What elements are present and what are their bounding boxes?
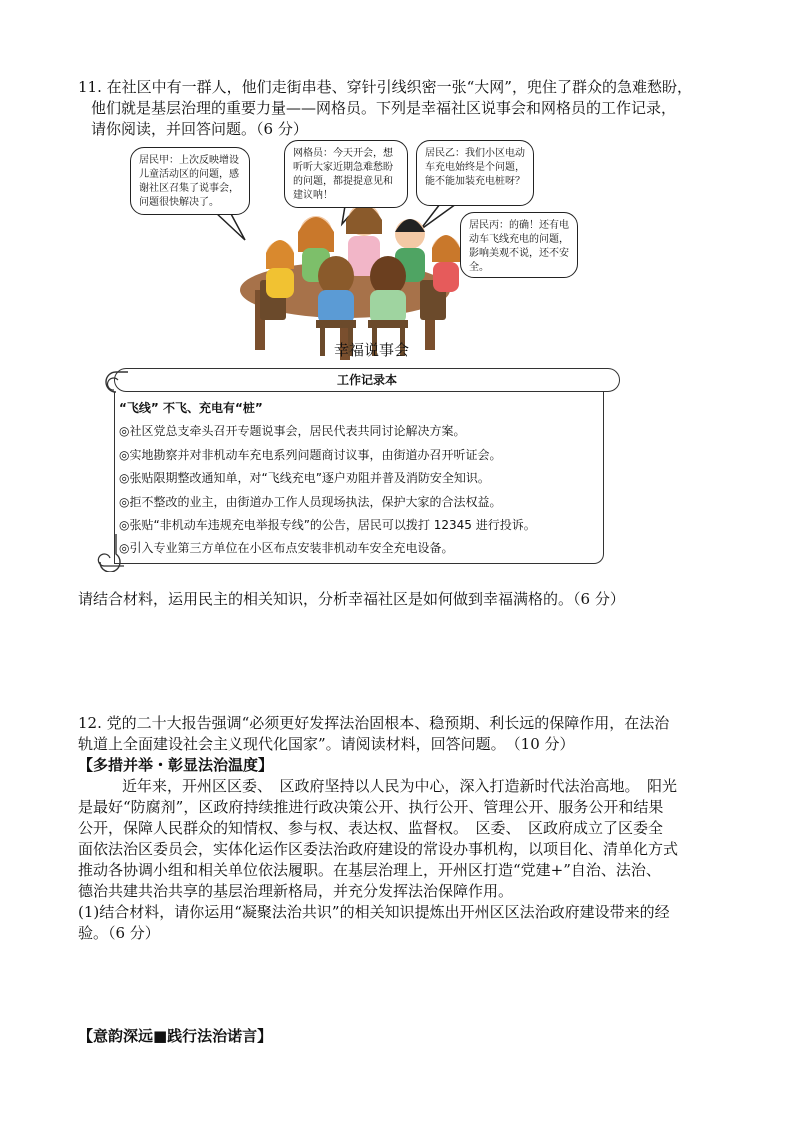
notebook-item: ◎张贴限期整改通知单，对“飞线充电”逐户劝阻并普及消防安全知识。 xyxy=(119,471,490,486)
work-record-notebook xyxy=(86,368,632,564)
notebook-body xyxy=(114,392,604,564)
sub-question-1: 验。（6 分） xyxy=(78,924,160,942)
question-12 xyxy=(78,713,678,944)
material-line: 是最好“防腐剂”，区政府持续推进行政决策公开、执行公开、管理公开、服务公开和结果 xyxy=(78,798,664,816)
notebook-item: ◎张贴“非机动车违规充电举报专线”的公告，居民可以拨打 12345 进行投诉。 xyxy=(119,518,536,533)
material-line: 公开，保障人民群众的知情权、参与权、表达权、监督权。 区委、 区政府成立了区委全 xyxy=(78,819,664,837)
speech-bubble-resident-b: 居民乙：我们小区电动车充电始终是个问题，能不能加装充电桩呀？ xyxy=(416,140,534,206)
section-title-2: 【意韵深远■践行法治诺言】 xyxy=(78,1027,273,1045)
question-11-stem xyxy=(78,77,692,140)
illustration-caption: 幸福说事会 xyxy=(334,341,410,359)
notebook-subtitle: “飞线” 不飞、充电有“桩” xyxy=(119,401,263,415)
q12-line: 轨道上全面建设社会主义现代化国家”。请阅读材料，回答问题。 （10 分） xyxy=(78,735,575,753)
notebook-item: ◎拒不整改的业主，由街道办工作人员现场执法，保护大家的合法权益。 xyxy=(119,494,502,509)
speech-bubble-resident-a: 居民甲：上次反映增设儿童活动区的问题，感谢社区召集了说事会，问题很快解决了。 xyxy=(130,147,250,215)
sub-question-1: (1)结合材料，请你运用“凝聚法治共识”的相关知识提炼出开州区区法治政府建设带来的经 xyxy=(78,903,670,921)
notebook-item: ◎实地勘察并对非机动车充电系列问题商讨议事，由街道办召开听证会。 xyxy=(119,447,502,462)
speech-bubble-resident-c: 居民丙：的确！还有电动车飞线充电的问题，影响美观不说，还不安全。 xyxy=(460,212,578,278)
meeting-illustration xyxy=(120,140,600,365)
notebook-item: ◎社区党总支牵头召开专题说事会，居民代表共同讨论解决方案。 xyxy=(119,424,466,439)
question-11-prompt: 请结合材料，运用民主的相关知识，分析幸福社区是如何做到幸福满格的。（6 分） xyxy=(78,590,625,608)
material-line: 推动各协调小组和相关单位依法履职。在基层治理上，开州区打造“党建+”自治、法治、 xyxy=(78,861,661,879)
material-line: 近年来，开州区区委、 区政府坚持以人民为中心，深入打造新时代法治高地。 阳光 xyxy=(122,777,678,795)
section-title-1: 【多措并举・彰显法治温度】 xyxy=(78,756,274,774)
material-line: 德治共建共治共享的基层治理新格局，并充分发挥法治保障作用。 xyxy=(78,882,514,900)
q11-line: 11. 在社区中有一群人，他们走街串巷、穿针引线织密一张“大网”，兜住了群众的急难愁盼， xyxy=(78,78,692,96)
speech-bubble-grid-worker: 网格员：今天开会，想听听大家近期急难愁盼的问题，都提提意见和建议呐！ xyxy=(284,140,408,208)
notebook-item: ◎引入专业第三方单位在小区布点安装非机动车安全充电设备。 xyxy=(119,541,454,556)
material-line: 面依法治区委员会，实体化运作区委法治政府建设的常设办事机构，以项目化、清单化方式 xyxy=(78,840,679,858)
notebook-title: 工作记录本 xyxy=(114,368,620,392)
q11-line: 请你阅读，并回答问题。（6 分） xyxy=(91,120,308,138)
q11-line: 他们就是基层治理的重要力量——网格员。下列是幸福社区说事会和网格员的工作记录， xyxy=(91,99,677,117)
q12-line: 12. 党的二十大报告强调“必须更好发挥法治固根本、稳预期、利长远的保障作用，在法治 xyxy=(78,714,670,732)
